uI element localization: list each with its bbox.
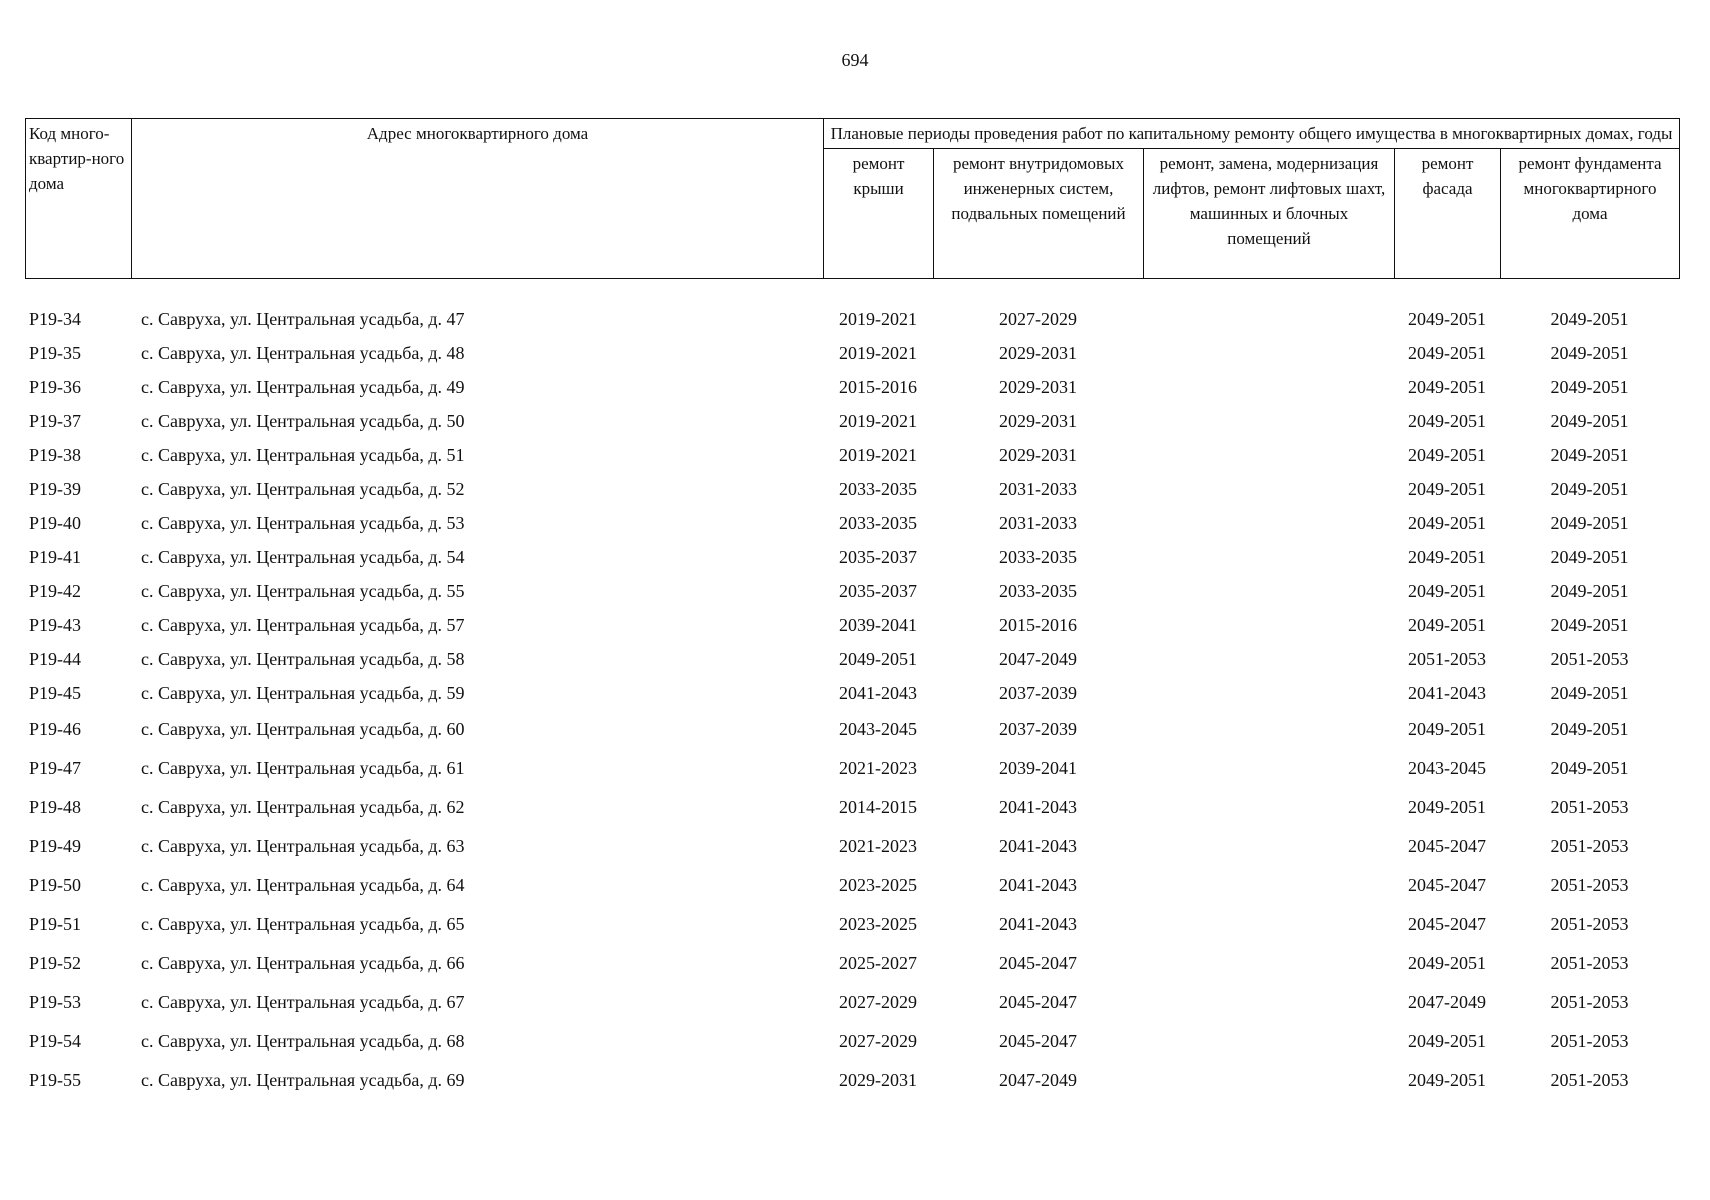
cell-address: с. Савруха, ул. Центральная усадьба, д. 61 (141, 758, 465, 778)
cell-systems: 2041-2043 (999, 875, 1077, 895)
cell-facade: 2051-2053 (1408, 648, 1486, 669)
cell-systems: 2041-2043 (999, 836, 1077, 856)
cell-roof: 2021-2023 (839, 758, 917, 778)
cell-code: Р19-46 (29, 719, 82, 739)
cell-roof: 2049-2051 (839, 648, 917, 669)
cell-foundation: 2049-2051 (1550, 444, 1629, 465)
cell-foundation: 2049-2051 (1550, 719, 1629, 739)
header-facade: ремонт фасада (1395, 149, 1501, 279)
table-row (25, 472, 1679, 506)
cell-roof: 2019-2021 (839, 308, 917, 329)
cell-address: с. Савруха, ул. Центральная усадьба, д. 63 (141, 836, 465, 856)
cell-elevators (1143, 404, 1394, 438)
cell-foundation: 2051-2053 (1550, 914, 1629, 934)
cell-foundation: 2049-2051 (1550, 546, 1629, 567)
cell-facade: 2049-2051 (1408, 478, 1486, 499)
cell-elevators (1143, 749, 1394, 788)
cell-code: Р19-37 (29, 410, 82, 431)
cell-systems: 2045-2047 (999, 1031, 1077, 1051)
cell-systems: 2033-2035 (999, 580, 1077, 601)
table-row (25, 944, 1679, 983)
table-row (25, 1022, 1679, 1061)
cell-foundation: 2051-2053 (1550, 1031, 1629, 1051)
cell-facade: 2049-2051 (1408, 797, 1486, 817)
table-header (25, 118, 1680, 279)
cell-foundation: 2049-2051 (1550, 410, 1629, 431)
table-row (25, 905, 1679, 944)
cell-code: Р19-45 (29, 682, 82, 703)
cell-facade: 2049-2051 (1408, 546, 1486, 567)
cell-foundation: 2049-2051 (1550, 512, 1629, 533)
cell-systems: 2039-2041 (999, 758, 1077, 778)
cell-code: Р19-41 (29, 546, 82, 567)
cell-address: с. Савруха, ул. Центральная усадьба, д. 65 (141, 914, 465, 934)
cell-elevators (1143, 438, 1394, 472)
cell-elevators (1143, 944, 1394, 983)
cell-roof: 2033-2035 (839, 512, 917, 533)
cell-facade: 2049-2051 (1408, 376, 1486, 397)
cell-systems: 2015-2016 (999, 614, 1077, 635)
table-row (25, 710, 1679, 749)
cell-roof: 2027-2029 (839, 1031, 917, 1051)
cell-address: с. Савруха, ул. Центральная усадьба, д. 50 (141, 410, 465, 431)
cell-facade: 2049-2051 (1408, 444, 1486, 465)
cell-address: с. Савруха, ул. Центральная усадьба, д. 64 (141, 875, 465, 895)
cell-elevators (1143, 370, 1394, 404)
cell-address: с. Савруха, ул. Центральная усадьба, д. 55 (141, 580, 465, 601)
cell-foundation: 2051-2053 (1550, 1070, 1629, 1090)
cell-roof: 2023-2025 (839, 875, 917, 895)
header-roof: ремонт крыши (824, 149, 934, 279)
cell-elevators (1143, 1061, 1394, 1100)
cell-roof: 2033-2035 (839, 478, 917, 499)
cell-systems: 2047-2049 (999, 648, 1077, 669)
cell-roof: 2039-2041 (839, 614, 917, 635)
cell-roof: 2019-2021 (839, 342, 917, 363)
cell-foundation: 2051-2053 (1550, 648, 1629, 669)
table-row (25, 438, 1679, 472)
cell-roof: 2035-2037 (839, 580, 917, 601)
cell-address: с. Савруха, ул. Центральная усадьба, д. 51 (141, 444, 465, 465)
cell-code: Р19-44 (29, 648, 82, 669)
header-address: Адрес многоквартирного дома (132, 119, 824, 279)
cell-code: Р19-55 (29, 1070, 82, 1090)
cell-roof: 2041-2043 (839, 682, 917, 703)
cell-facade: 2049-2051 (1408, 953, 1486, 973)
cell-code: Р19-38 (29, 444, 82, 465)
cell-address: с. Савруха, ул. Центральная усадьба, д. 53 (141, 512, 465, 533)
cell-address: с. Савруха, ул. Центральная усадьба, д. 54 (141, 546, 465, 567)
cell-facade: 2041-2043 (1408, 682, 1486, 703)
cell-elevators (1143, 676, 1394, 710)
table-row (25, 540, 1679, 574)
cell-facade: 2049-2051 (1408, 512, 1486, 533)
cell-foundation: 2049-2051 (1550, 342, 1629, 363)
cell-systems: 2029-2031 (999, 342, 1077, 363)
cell-facade: 2049-2051 (1408, 719, 1486, 739)
cell-facade: 2045-2047 (1408, 875, 1486, 895)
cell-elevators (1143, 540, 1394, 574)
cell-elevators (1143, 642, 1394, 676)
cell-address: с. Савруха, ул. Центральная усадьба, д. 68 (141, 1031, 465, 1051)
cell-code: Р19-36 (29, 376, 82, 397)
cell-roof: 2015-2016 (839, 376, 917, 397)
cell-facade: 2049-2051 (1408, 580, 1486, 601)
cell-systems: 2045-2047 (999, 953, 1077, 973)
cell-elevators (1143, 788, 1394, 827)
cell-elevators (1143, 983, 1394, 1022)
cell-facade: 2045-2047 (1408, 914, 1486, 934)
cell-address: с. Савруха, ул. Центральная усадьба, д. 67 (141, 992, 465, 1012)
table-body (25, 302, 1679, 1100)
header-foundation: ремонт фундамента многоквартирного дома (1501, 149, 1680, 279)
cell-facade: 2049-2051 (1408, 614, 1486, 635)
header-code: Код много-квартир-ного дома (26, 119, 132, 279)
cell-code: Р19-53 (29, 992, 82, 1012)
cell-systems: 2031-2033 (999, 512, 1077, 533)
table-row (25, 676, 1679, 710)
cell-elevators (1143, 1022, 1394, 1061)
cell-roof: 2021-2023 (839, 836, 917, 856)
cell-address: с. Савруха, ул. Центральная усадьба, д. 69 (141, 1070, 465, 1090)
cell-systems: 2031-2033 (999, 478, 1077, 499)
cell-facade: 2047-2049 (1408, 992, 1486, 1012)
cell-foundation: 2049-2051 (1550, 478, 1629, 499)
cell-code: Р19-47 (29, 758, 82, 778)
cell-roof: 2025-2027 (839, 953, 917, 973)
cell-systems: 2027-2029 (999, 308, 1077, 329)
table-row (25, 827, 1679, 866)
table-row (25, 574, 1679, 608)
cell-code: Р19-34 (29, 308, 82, 329)
cell-systems: 2033-2035 (999, 546, 1077, 567)
cell-elevators (1143, 608, 1394, 642)
cell-code: Р19-35 (29, 342, 82, 363)
table-row (25, 370, 1679, 404)
cell-foundation: 2049-2051 (1550, 758, 1629, 778)
cell-facade: 2049-2051 (1408, 308, 1486, 329)
table-row (25, 983, 1679, 1022)
cell-systems: 2047-2049 (999, 1070, 1077, 1090)
cell-code: Р19-51 (29, 914, 82, 934)
table-row (25, 749, 1679, 788)
table-row (25, 642, 1679, 676)
cell-systems: 2041-2043 (999, 914, 1077, 934)
table-row (25, 608, 1679, 642)
header-elevators: ремонт, замена, модернизация лифтов, ремонт лифтовых шахт, машинных и блочных помещений (1144, 149, 1395, 279)
cell-address: с. Савруха, ул. Центральная усадьба, д. 48 (141, 342, 465, 363)
cell-code: Р19-54 (29, 1031, 82, 1051)
cell-roof: 2027-2029 (839, 992, 917, 1012)
cell-elevators (1143, 336, 1394, 370)
cell-systems: 2029-2031 (999, 376, 1077, 397)
cell-code: Р19-39 (29, 478, 82, 499)
table-row (25, 336, 1679, 370)
cell-address: с. Савруха, ул. Центральная усадьба, д. 49 (141, 376, 465, 397)
cell-elevators (1143, 827, 1394, 866)
cell-code: Р19-42 (29, 580, 82, 601)
cell-systems: 2045-2047 (999, 992, 1077, 1012)
cell-foundation: 2051-2053 (1550, 992, 1629, 1012)
cell-elevators (1143, 506, 1394, 540)
table-row (25, 866, 1679, 905)
cell-foundation: 2051-2053 (1550, 836, 1629, 856)
table-row (25, 302, 1679, 336)
cell-address: с. Савруха, ул. Центральная усадьба, д. 62 (141, 797, 465, 817)
cell-systems: 2037-2039 (999, 719, 1077, 739)
cell-roof: 2029-2031 (839, 1070, 917, 1090)
cell-address: с. Савруха, ул. Центральная усадьба, д. 47 (141, 308, 465, 329)
cell-address: с. Савруха, ул. Центральная усадьба, д. 60 (141, 719, 465, 739)
cell-facade: 2049-2051 (1408, 342, 1486, 363)
cell-foundation: 2051-2053 (1550, 797, 1629, 817)
table-row (25, 506, 1679, 540)
cell-code: Р19-52 (29, 953, 82, 973)
cell-address: с. Савруха, ул. Центральная усадьба, д. 52 (141, 478, 465, 499)
cell-systems: 2041-2043 (999, 797, 1077, 817)
cell-code: Р19-50 (29, 875, 82, 895)
cell-code: Р19-40 (29, 512, 82, 533)
cell-elevators (1143, 905, 1394, 944)
page-number: 694 (841, 50, 869, 70)
cell-elevators (1143, 472, 1394, 506)
cell-systems: 2029-2031 (999, 444, 1077, 465)
cell-elevators (1143, 302, 1394, 336)
cell-elevators (1143, 574, 1394, 608)
cell-code: Р19-48 (29, 797, 82, 817)
cell-foundation: 2049-2051 (1550, 614, 1629, 635)
table-row (25, 404, 1679, 438)
cell-facade: 2049-2051 (1408, 1031, 1486, 1051)
cell-elevators (1143, 866, 1394, 905)
cell-foundation: 2049-2051 (1550, 682, 1629, 703)
cell-facade: 2045-2047 (1408, 836, 1486, 856)
cell-foundation: 2051-2053 (1550, 953, 1629, 973)
header-systems: ремонт внутридомовых инженерных систем, подвальных помещений (934, 149, 1144, 279)
cell-elevators (1143, 710, 1394, 749)
cell-address: с. Савруха, ул. Центральная усадьба, д. 58 (141, 648, 465, 669)
cell-code: Р19-43 (29, 614, 82, 635)
cell-foundation: 2049-2051 (1550, 376, 1629, 397)
cell-systems: 2029-2031 (999, 410, 1077, 431)
cell-foundation: 2049-2051 (1550, 308, 1629, 329)
table-row (25, 788, 1679, 827)
cell-address: с. Савруха, ул. Центральная усадьба, д. 66 (141, 953, 465, 973)
cell-roof: 2014-2015 (839, 797, 917, 817)
cell-facade: 2049-2051 (1408, 1070, 1486, 1090)
cell-roof: 2035-2037 (839, 546, 917, 567)
table-row (25, 1061, 1679, 1100)
cell-facade: 2043-2045 (1408, 758, 1486, 778)
cell-roof: 2019-2021 (839, 410, 917, 431)
cell-address: с. Савруха, ул. Центральная усадьба, д. 59 (141, 682, 465, 703)
header-periods: Плановые периоды проведения работ по капитальному ремонту общего имущества в многоквартирных домах, годы (824, 119, 1680, 149)
cell-systems: 2037-2039 (999, 682, 1077, 703)
cell-roof: 2023-2025 (839, 914, 917, 934)
cell-foundation: 2051-2053 (1550, 875, 1629, 895)
cell-foundation: 2049-2051 (1550, 580, 1629, 601)
cell-code: Р19-49 (29, 836, 82, 856)
cell-roof: 2019-2021 (839, 444, 917, 465)
cell-roof: 2043-2045 (839, 719, 917, 739)
cell-address: с. Савруха, ул. Центральная усадьба, д. 57 (141, 614, 465, 635)
cell-facade: 2049-2051 (1408, 410, 1486, 431)
